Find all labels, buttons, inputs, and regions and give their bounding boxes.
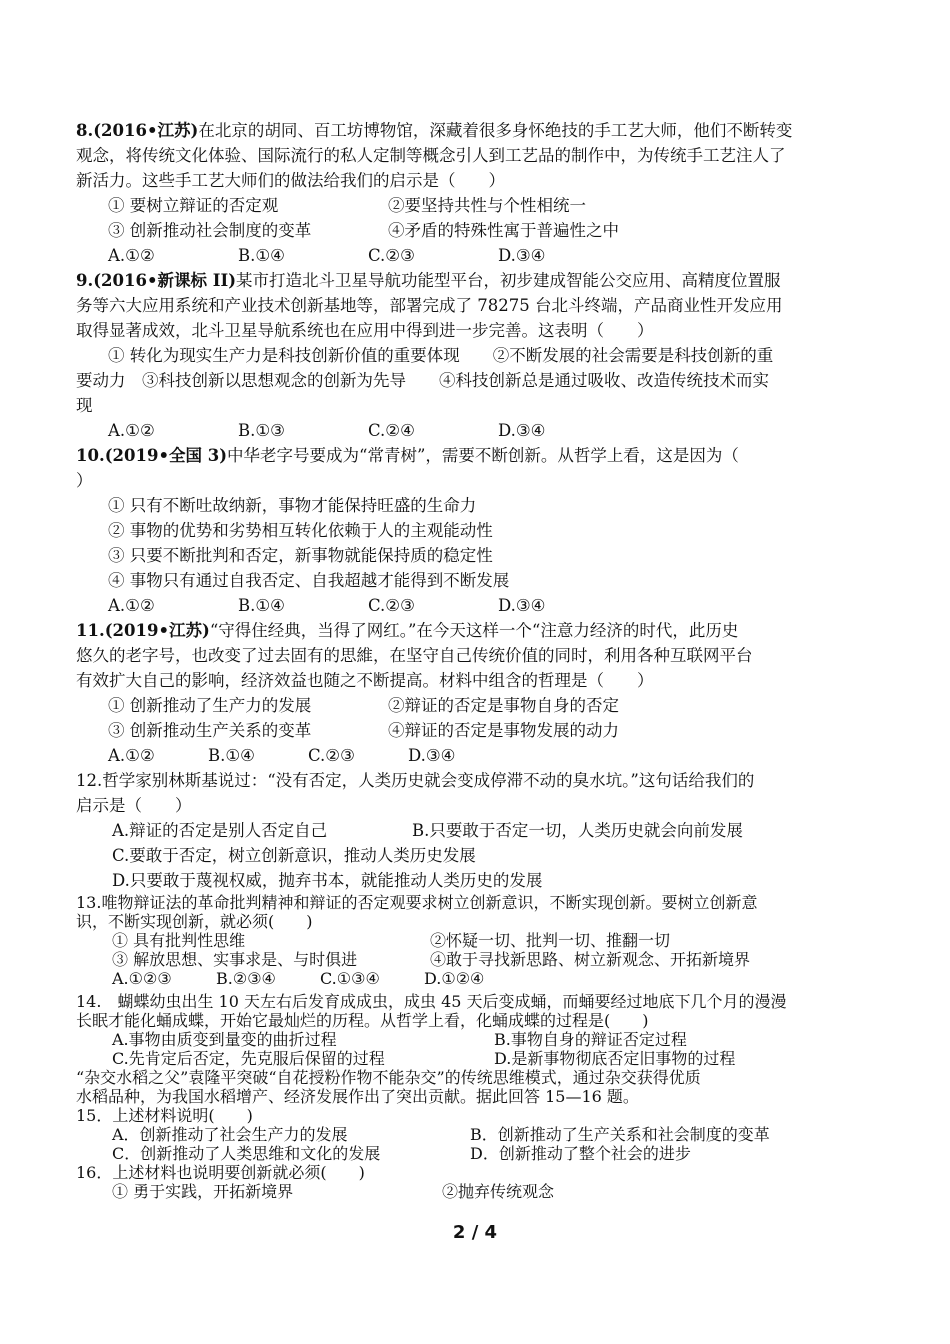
q8-stem-line2: 观念，将传统文化体验、国际流行的私人定制等概念引人到工艺品的制作中，为传统手工艺注人了 [76,146,786,165]
q13-choice-b: B.②③④ [216,969,276,988]
q8-choices [76,243,876,268]
q11-option-4: ④辩证的否定是事物发展的动力 [388,721,619,740]
q11-option-3: ③ 创新推动生产关系的变革 [108,721,312,740]
q15-option-a: A．创新推动了社会生产力的发展 [112,1125,348,1144]
q11-stem-line2: 悠久的老字号，也改变了过去固有的思維，在坚守自己传统价值的同时，利用各种互联网平台 [76,646,753,665]
q9-choice-b: B.①③ [238,421,285,440]
q10-choice-b: B.①④ [238,596,285,615]
q16-stem: 16．上述材料也说明要创新就必须( ) [76,1163,365,1182]
q8-option-3: ③ 创新推动社会制度的变革 [108,221,312,240]
q10-source: (2019•全国 3) [104,446,228,465]
q10-choice-c: C.②③ [368,596,415,615]
q15-option-c: C．创新推动了人类思维和文化的发展 [112,1144,381,1163]
q13-options-row1 [76,931,876,950]
q13-option-1: ① 具有批判性思维 [112,931,246,950]
q10-stem-line2: ） [76,471,93,490]
q13-options-row2 [76,950,876,969]
q8-choice-b: B.①④ [238,246,285,265]
q10-option-1: ① 只有不断吐故纳新，事物才能保持旺盛的生命力 [108,496,477,515]
q8-stem-text1: 在北京的胡同、百工坊博物馆，深藏着很多身怀绝技的手工艺大师，他们不断转变 [198,121,793,140]
q8-options-row2 [76,218,876,243]
q9-option-line2: 要动力 ③科技创新以思想观念的创新为先导 ④科技创新总是通过吸收、改造传统技术而实 [76,371,769,390]
q15-options-row1 [76,1125,876,1144]
q13-choice-c: C.①③④ [320,969,380,988]
q8-option-4: ④矛盾的特殊性寓于普遍性之中 [388,221,619,240]
q12-option-d: D.只要敢于蔑视权威，抛弃书本，就能推动人类历史的发展 [112,871,543,890]
q9-stem-text1: 某市打造北斗卫星导航功能型平台，初步建成智能公交应用、高精度位置服 [236,271,781,290]
material-line1: “杂交水稻之父”袁隆平突破“自花授粉作物不能杂交”的传统思维模式，通过杂交获得优质 [76,1068,701,1087]
q12-stem-line1: 12.哲学家别林斯基说过：“没有否定，人类历史就会变成停滞不动的臭水坑。”这句话给我们的 [76,771,755,790]
q10-option-4: ④ 事物只有通过自我否定、自我超越才能得到不断发展 [108,571,510,590]
q9-source: (2016•新课标 II) [93,271,236,290]
q8-stem-line1 [76,118,876,143]
q14-stem-line2: 长眠才能化蛹成蝶，开始它最灿烂的历程。从哲学上看，化蛹成蝶的过程是( ) [76,1011,649,1030]
q11-choice-c: C.②③ [308,746,355,765]
q9-stem-line2: 务等六大应用系统和产业技术创新基地等，部署完成了 78275 台北斗终端，产品商业性开发应用 [76,296,783,315]
q15-options-row2 [76,1144,876,1163]
q14-stem-line1: 14. 蝴蝶幼虫出生 10 天左右后发育成成虫，成虫 45 天后变成蛹，而蛹要经过地底下几个月的漫漫 [76,992,787,1011]
q9-option-line3: 现 [76,396,93,415]
q10-choice-a: A.①② [108,596,155,615]
q12-option-c: C.要敢于否定，树立创新意识，推动人类历史发展 [112,846,476,865]
q14-options-row2 [76,1049,876,1068]
q10-stem-text1: 中华老字号要成为“常青树”，需要不断创新。从哲学上看，这是因为（ [227,446,739,465]
q8-choice-d: D.③④ [498,246,546,265]
q10-option-2: ② 事物的优势和劣势相互转化依赖于人的主观能动性 [108,521,493,540]
q11-options-row1 [76,693,876,718]
q10-stem-line1 [76,443,876,468]
q13-option-4: ④敢于寻找新思路、树立新观念、开拓新境界 [430,950,751,969]
q11-choice-d: D.③④ [408,746,456,765]
q11-options-row2 [76,718,876,743]
q14-options-row1 [76,1030,876,1049]
q11-option-2: ②辩证的否定是事物自身的否定 [388,696,619,715]
q13-stem-line2: 识，不断实现创新，就必须( ) [76,912,313,931]
q16-option-2: ②抛弃传统观念 [442,1182,555,1201]
q12-option-a: A.辩证的否定是别人否定自己 [112,821,328,840]
q13-choices [76,969,876,988]
q11-source: (2019•江苏) [104,621,210,640]
q10-number: 10. [76,446,105,465]
q15-option-d: D．创新推动了整个社会的进步 [470,1144,691,1163]
q15-stem: 15．上述材料说明( ) [76,1106,253,1125]
q12-option-b: B.只要敢于否定一切，人类历史就会向前发展 [412,821,743,840]
q9-choice-d: D.③④ [498,421,546,440]
q8-source: (2016•江苏) [93,121,199,140]
q12-options-row1 [76,818,876,843]
q11-stem-text1: “守得住经典，当得了网红。”在今天这样一个“注意力经济的时代，此历史 [209,621,739,640]
q9-option-line1: ① 转化为现实生产力是科技创新价值的重要体现 ②不断发展的社会需要是科技创新的重 [108,346,774,365]
q14-option-c: C.先肯定后否定，先克服后保留的过程 [112,1049,385,1068]
q11-number: 11. [76,621,105,640]
q10-choices [76,593,876,618]
q12-stem-line2: 启示是（ ） [76,796,192,815]
q16-option-1: ① 勇于实践，开拓新境界 [112,1182,294,1201]
q13-option-3: ③ 解放思想、实事求是、与时俱进 [112,950,358,969]
q9-stem-line1 [76,268,876,293]
q10-option-3: ③ 只要不断批判和否定，新事物就能保持质的稳定性 [108,546,493,565]
q13-stem-line1: 13.唯物辩证法的革命批判精神和辩证的否定观要求树立创新意识，不断实现创新。要树立创新意 [76,893,758,912]
q9-number: 9. [76,271,94,290]
q13-choice-d: D.①②④ [424,969,485,988]
q9-choice-a: A.①② [108,421,155,440]
q8-choice-c: C.②③ [368,246,415,265]
q8-option-1: ① 要树立辩证的否定观 [108,196,279,215]
q14-option-b: B.事物自身的辩证否定过程 [494,1030,687,1049]
q16-options-row1 [76,1182,876,1201]
q11-stem-line1 [76,618,876,643]
q8-choice-a: A.①② [108,246,155,265]
q11-choice-a: A.①② [108,746,155,765]
q11-choice-b: B.①④ [208,746,255,765]
q8-stem-line3: 新活力。这些手工艺大师们的做法给我们的启示是（ ） [76,171,505,190]
exam-page [76,118,876,1201]
material-line2: 水稻品种，为我国水稻增产、经济发展作出了突出贡献。据此回答 15—16 题。 [76,1087,639,1106]
q8-option-2: ②要坚持共性与个性相统一 [388,196,586,215]
q13-option-2: ②怀疑一切、批判一切、推翻一切 [430,931,671,950]
q11-option-1: ① 创新推动了生产力的发展 [108,696,312,715]
q8-options-row1 [76,193,876,218]
q14-option-d: D.是新事物彻底否定旧事物的过程 [494,1049,736,1068]
q10-choice-d: D.③④ [498,596,546,615]
q15-option-b: B．创新推动了生产关系和社会制度的变革 [470,1125,770,1144]
q9-stem-line3: 取得显著成效，北斗卫星导航系统也在应用中得到进一步完善。这表明（ ） [76,321,654,340]
q8-number: 8. [76,121,94,140]
q9-choices [76,418,876,443]
q14-option-a: A.事物由质变到量变的曲折过程 [112,1030,337,1049]
q11-choices [76,743,876,768]
page-number: 2 / 4 [452,1222,498,1243]
q13-choice-a: A.①②③ [112,969,172,988]
q9-choice-c: C.②④ [368,421,415,440]
q11-stem-line3: 有效扩大自己的影响，经济效益也随之不断提高。材料中组含的哲理是（ ） [76,671,654,690]
